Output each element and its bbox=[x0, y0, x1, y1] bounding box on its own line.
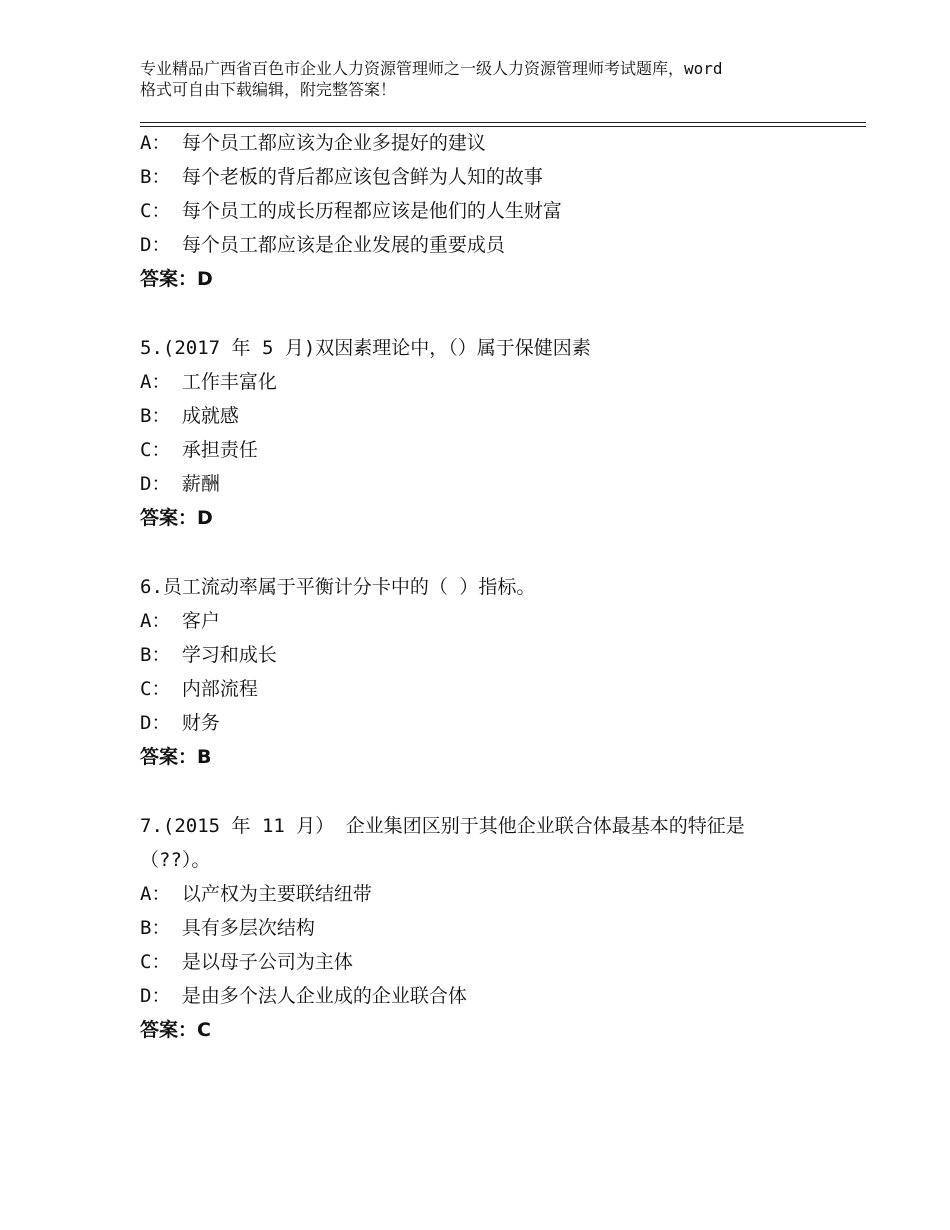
header-divider-bottom bbox=[140, 126, 866, 127]
q6-answer: 答案：B bbox=[140, 746, 212, 768]
q5-option-c: C： 承担责任 bbox=[140, 439, 258, 461]
header-divider-top bbox=[140, 122, 866, 123]
q5-answer: 答案：D bbox=[140, 507, 213, 529]
document-header bbox=[140, 58, 840, 100]
q4-option-d: D： 每个员工都应该是企业发展的重要成员 bbox=[140, 234, 505, 256]
q5-option-a: A： 工作丰富化 bbox=[140, 371, 277, 393]
q6-option-c: C： 内部流程 bbox=[140, 678, 258, 700]
q5-option-d: D： 薪酬 bbox=[140, 473, 220, 495]
q6-option-d: D： 财务 bbox=[140, 712, 220, 734]
q7-question-line-1: 7.(2015 年 11 月） 企业集团区别于其他企业联合体最基本的特征是 bbox=[140, 815, 745, 837]
header-title-line-1: 专业精品广西省百色市企业人力资源管理师之一级人力资源管理师考试题库，word bbox=[140, 59, 723, 78]
q7-question-line-2: （??）。 bbox=[140, 849, 211, 871]
q6-option-b: B： 学习和成长 bbox=[140, 644, 277, 666]
q7-option-c: C： 是以母子公司为主体 bbox=[140, 951, 353, 973]
q7-option-a: A： 以产权为主要联结纽带 bbox=[140, 883, 372, 905]
q6-question: 6.员工流动率属于平衡计分卡中的（ ）指标。 bbox=[140, 576, 536, 598]
q4-answer: 答案：D bbox=[140, 268, 213, 290]
q4-option-a: A： 每个员工都应该为企业多提好的建议 bbox=[140, 132, 486, 154]
header-title-line-2: 格式可自由下载编辑，附完整答案！ bbox=[140, 80, 397, 99]
q5-option-b: B： 成就感 bbox=[140, 405, 239, 427]
q6-option-a: A： 客户 bbox=[140, 610, 220, 632]
q7-option-b: B： 具有多层次结构 bbox=[140, 917, 315, 939]
q7-answer: 答案：C bbox=[140, 1019, 211, 1041]
q4-option-b: B： 每个老板的背后都应该包含鲜为人知的故事 bbox=[140, 166, 543, 188]
q4-option-c: C： 每个员工的成长历程都应该是他们的人生财富 bbox=[140, 200, 562, 222]
q7-option-d: D： 是由多个法人企业成的企业联合体 bbox=[140, 985, 467, 1007]
q5-question: 5.(2017 年 5 月)双因素理论中，（）属于保健因素 bbox=[140, 337, 591, 359]
